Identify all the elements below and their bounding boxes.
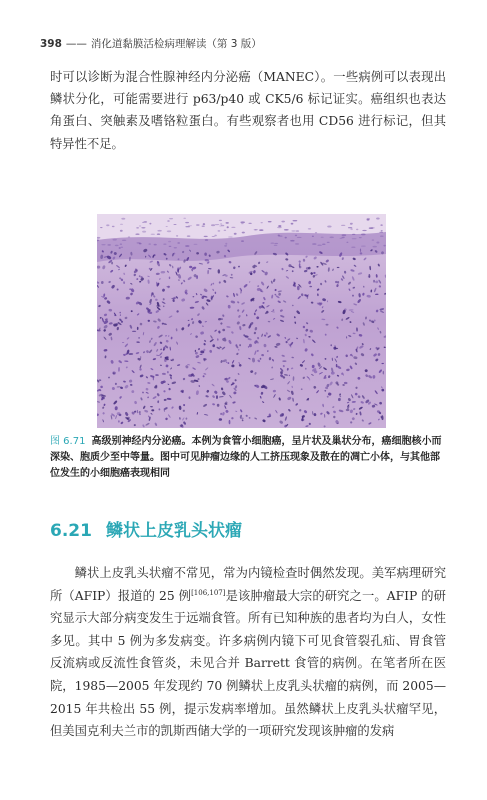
epithelial-nucleus [383, 245, 385, 247]
epithelial-nucleus [376, 242, 379, 244]
epithelial-nucleus [174, 247, 177, 248]
epithelial-nucleus [100, 227, 103, 228]
epithelial-nucleus [214, 235, 217, 237]
epithelial-nucleus [137, 242, 141, 244]
epithelial-nucleus [221, 225, 224, 227]
epithelial-nucleus [141, 227, 145, 228]
epithelial-nucleus [173, 224, 176, 225]
epithelial-nucleus [218, 230, 221, 232]
figure-caption [50, 434, 448, 483]
epithelial-nucleus [194, 244, 198, 245]
epithelial-nucleus [149, 223, 151, 225]
epithelial-nucleus [295, 243, 299, 245]
epithelial-nucleus [166, 226, 168, 227]
epithelial-nucleus [112, 226, 115, 227]
epithelial-nucleus [151, 234, 155, 235]
epithelial-nucleus [121, 247, 124, 248]
epithelial-nucleus [296, 230, 300, 232]
epithelial-nucleus [327, 242, 330, 243]
section-number: 6.21 [50, 521, 92, 541]
histology-image [97, 214, 386, 428]
epithelial-nucleus [215, 224, 219, 225]
epithelial-nucleus [169, 246, 172, 247]
epithelial-nucleus [120, 224, 123, 225]
epithelial-nucleus [342, 234, 347, 236]
paragraph2-text-a: 鳞状上皮乳头状瘤不常见，常为内镜检查时偶然发现。美军病理研究所（AFIP）报道的 25 例 [50, 566, 446, 603]
epithelial-nucleus [284, 229, 289, 231]
epithelial-nucleus [362, 230, 366, 231]
epithelial-nucleus [163, 243, 166, 245]
epithelial-nucleus [142, 231, 146, 233]
cell-nucleus [323, 405, 324, 407]
epithelial-nucleus [115, 245, 119, 247]
epithelial-nucleus [321, 237, 324, 238]
epithelial-nucleus [113, 239, 117, 241]
figure-number: 图 6.71 [50, 436, 86, 447]
epithelial-nucleus [315, 232, 317, 233]
epithelial-nucleus [373, 246, 377, 248]
epithelial-nucleus [202, 226, 205, 227]
epithelial-nucleus [211, 224, 215, 226]
section-title: 鳞状上皮乳头状瘤 [105, 521, 242, 541]
epithelial-nucleus [227, 226, 229, 228]
epithelial-nucleus [312, 243, 316, 245]
epithelial-nucleus [226, 222, 229, 224]
epithelial-nucleus [204, 236, 208, 237]
epithelial-nucleus [187, 236, 191, 237]
body-paragraph-2 [50, 562, 446, 743]
epithelial-nucleus [295, 235, 297, 237]
epithelial-nucleus [278, 235, 282, 237]
cell-nucleus [212, 344, 215, 347]
epithelial-nucleus [255, 229, 257, 230]
epithelial-nucleus [241, 240, 244, 242]
book-title: 消化道黏膜活检病理解读（第 3 版） [90, 38, 262, 50]
epithelial-nucleus [361, 246, 366, 247]
epithelial-nucleus [367, 219, 370, 221]
epithelial-nucleus [268, 221, 272, 222]
epithelial-nucleus [380, 224, 382, 226]
epithelial-nucleus [101, 244, 105, 245]
cell-nucleus [282, 361, 286, 362]
epithelial-nucleus [274, 245, 278, 246]
epithelial-nucleus [359, 237, 362, 238]
epithelial-nucleus [348, 227, 352, 228]
epithelial-nucleus [119, 247, 121, 249]
epithelial-nucleus [168, 241, 171, 243]
paragraph2-text-b: 是该肿瘤最大宗的研究之一。AFIP 的研究显示大部分病变发生于远端食管。所有已知种族的患者均为白人，女性多见。其中 5 例为多发病变。许多病例内镜下可见食管裂孔疝、胃食管反流病或反流性食管炎，未见合并 Barrett 食管的病例。在笔者所在医院，1985—2005 年发现约 70 例鳞状上皮乳头状瘤的病例，而 2005—2015 年共检出 55 例，提示发病率增加。虽然鳞状上皮乳头状瘤罕见，但美国克利夫兰市的凯斯西储大学的一项研究发现该肿瘤的发病 [50, 588, 446, 739]
epithelial-nucleus [188, 225, 192, 226]
epithelial-nucleus [212, 236, 215, 237]
epithelial-nucleus [220, 223, 222, 225]
epithelial-nucleus [120, 230, 123, 232]
epithelial-nucleus [322, 244, 325, 245]
epithelial-nucleus [297, 237, 302, 238]
epithelial-nucleus [352, 234, 355, 235]
epithelial-nucleus [274, 243, 278, 244]
epithelial-nucleus [271, 242, 275, 244]
epithelial-nucleus [290, 240, 294, 242]
epithelial-nucleus [361, 234, 366, 236]
epithelial-nucleus [135, 233, 139, 235]
epithelial-nucleus [107, 244, 111, 246]
epithelial-nucleus [356, 229, 358, 231]
epithelial-nucleus [225, 243, 227, 245]
cell-nucleus [249, 344, 252, 348]
cell-nucleus [132, 331, 136, 332]
epithelial-nucleus [285, 237, 287, 239]
cell-nucleus [113, 324, 117, 327]
figure-caption-text: 高级别神经内分泌癌。本例为食管小细胞癌，呈片状及巢状分布，癌细胞核小而深染、胞质少至中等量。图中可见肿瘤边缘的人工挤压现象及散在的凋亡小体，与其他部位发生的小细胞癌表现相同 [50, 436, 442, 480]
citation-reference: [106,107] [191, 588, 226, 597]
epithelial-nucleus [341, 225, 345, 226]
epithelial-nucleus [177, 242, 180, 244]
page-number: 398 [40, 38, 62, 50]
epithelial-nucleus [277, 227, 282, 229]
epithelial-nucleus [242, 232, 245, 234]
epithelial-nucleus [169, 218, 173, 219]
epithelial-nucleus [120, 244, 122, 245]
epithelial-nucleus [106, 224, 109, 226]
section-heading [50, 516, 242, 541]
epithelial-nucleus [350, 223, 353, 224]
epithelial-nucleus [176, 235, 178, 236]
epithelial-nucleus [380, 235, 384, 237]
epithelial-nucleus [240, 221, 245, 223]
cell-nucleus [336, 364, 338, 367]
epithelial-nucleus [139, 226, 141, 227]
epithelial-nucleus [157, 230, 161, 232]
epithelial-nucleus [352, 238, 357, 239]
epithelial-nucleus [228, 236, 233, 237]
epithelial-nucleus [183, 218, 186, 219]
epithelial-nucleus [203, 223, 205, 225]
histology-micrograph [97, 214, 386, 428]
epithelial-nucleus [291, 230, 295, 231]
epithelial-nucleus [259, 229, 263, 231]
epithelial-nucleus [346, 242, 348, 243]
epithelial-nucleus [148, 243, 151, 245]
epithelial-nucleus [371, 227, 375, 229]
epithelial-nucleus [157, 233, 160, 235]
epithelial-nucleus [317, 245, 321, 246]
epithelial-nucleus [351, 247, 355, 248]
running-header [40, 36, 262, 51]
body-paragraph-1: 时可以诊断为混合性腺神经内分泌癌（MANEC）。一些病例可以表现出鳞状分化，可能需要进行 p63/p40 或 CK5/6 标记证实。癌组织也表达角蛋白、突触素及嗜铬粒蛋白。有些观察者也用 CD56 进行标记，但其特异性不足。 [50, 70, 446, 151]
epithelial-nucleus [381, 230, 383, 231]
epithelial-nucleus [122, 240, 126, 241]
epithelial-nucleus [234, 233, 237, 235]
epithelial-nucleus [308, 228, 311, 230]
epithelial-nucleus [327, 226, 331, 228]
epithelial-nucleus [219, 220, 222, 221]
epithelial-nucleus [224, 230, 227, 231]
epithelial-nucleus [281, 221, 285, 223]
epithelial-nucleus [121, 218, 125, 220]
epithelial-nucleus [185, 245, 189, 247]
epithelial-nucleus [372, 239, 375, 241]
epithelial-nucleus [167, 230, 171, 232]
epithelial-nucleus [185, 226, 190, 227]
epithelial-nucleus [330, 237, 334, 239]
epithelial-nucleus [231, 227, 235, 228]
epithelial-nucleus [293, 220, 298, 221]
epithelial-nucleus [248, 223, 251, 224]
epithelial-nucleus [128, 236, 130, 237]
epithelial-nucleus [261, 222, 263, 223]
epithelial-nucleus [379, 232, 383, 233]
epithelial-nucleus [350, 228, 352, 230]
header-dash: —— [65, 38, 87, 50]
epithelial-nucleus [205, 239, 208, 241]
epithelial-nucleus [224, 245, 227, 246]
cell-nucleus [148, 320, 150, 322]
epithelial-nucleus [136, 227, 139, 228]
epithelial-nucleus [376, 218, 380, 220]
epithelial-nucleus [167, 220, 170, 222]
epithelial-nucleus [185, 222, 189, 223]
epithelial-nucleus [196, 224, 200, 226]
epithelial-nucleus [342, 237, 345, 238]
epithelial-nucleus [154, 244, 157, 246]
epithelial-nucleus [291, 223, 294, 225]
epithelial-nucleus [312, 236, 314, 237]
epithelial-nucleus [142, 222, 144, 223]
